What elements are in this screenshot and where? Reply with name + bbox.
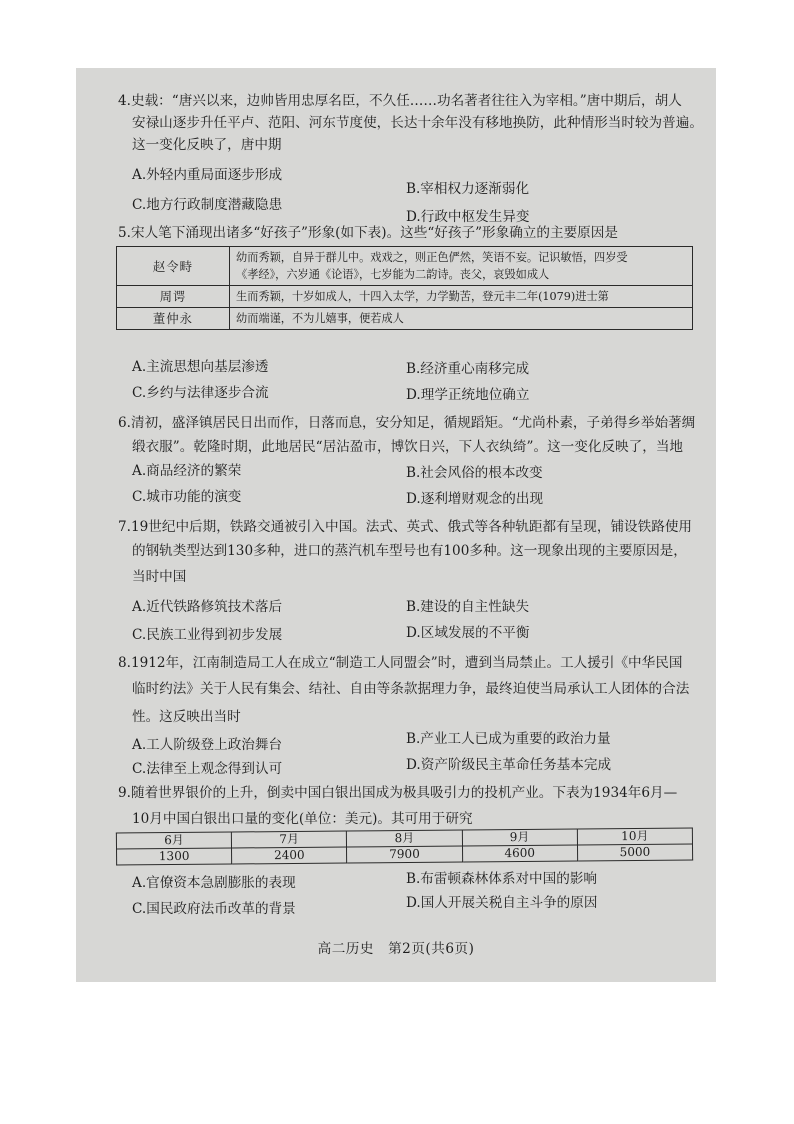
question-7-option-a[interactable]: A.近代铁路修筑技术落后 xyxy=(132,599,283,615)
question-8-stem-line-3: 性。这反映出当时 xyxy=(132,709,241,725)
table-cell: 5000 xyxy=(577,844,692,861)
question-8-option-b[interactable]: B.产业工人已成为重要的政治力量 xyxy=(406,731,611,747)
question-7-stem-line-1: 7.19世纪中后期，铁路交通被引入中国。法式、英式、俄式等各种轨距都有呈现，铺设铁路使用 xyxy=(118,519,693,535)
question-7-option-d[interactable]: D.区域发展的不平衡 xyxy=(406,625,530,641)
question-9-option-b[interactable]: B.布雷顿森林体系对中国的影响 xyxy=(406,871,598,887)
person-description xyxy=(230,247,693,286)
table-row xyxy=(117,308,693,330)
table-row xyxy=(117,247,693,286)
question-5-option-a[interactable]: A.主流思想向基层渗透 xyxy=(132,359,269,375)
question-9-stem-line-1: 9.随着世界银价的上升，倒卖中国白银出国成为极具吸引力的投机产业。下表为1934年6月— xyxy=(118,785,678,801)
description-line: 幼而端谨，不为儿嬉事，便若成人 xyxy=(236,312,404,325)
question-4-stem-line-2: 安禄山逐步升任平卢、范阳、河东节度使，长达十余年没有移地换防，此种情形当时较为普遍。 xyxy=(132,115,703,131)
question-4-option-b[interactable]: B.宰相权力逐渐弱化 xyxy=(406,181,530,197)
table-header-cell: 8月 xyxy=(347,830,462,847)
person-description xyxy=(230,308,693,330)
description-line: 生而秀颖，十岁如成人，十四入太学，力学勤苦，登元丰二年(1079)进士第 xyxy=(236,290,609,303)
table-header-cell: 6月 xyxy=(116,832,231,849)
question-9-option-a[interactable]: A.官僚资本急剧膨胀的表现 xyxy=(132,875,296,891)
question-4-option-a[interactable]: A.外轻内重局面逐步形成 xyxy=(132,167,283,183)
question-5-table xyxy=(116,246,693,330)
question-9-option-c[interactable]: C.国民政府法币改革的背景 xyxy=(132,901,296,917)
person-name: 赵令畤 xyxy=(117,247,230,286)
question-5-stem: 5.宋人笔下涌现出诸多“好孩子”形象(如下表)。这些“好孩子”形象确立的主要原因是 xyxy=(118,225,618,241)
question-8-option-d[interactable]: D.资产阶级民主革命任务基本完成 xyxy=(406,757,612,773)
table-cell: 1300 xyxy=(117,848,232,865)
table-cell: 7900 xyxy=(347,846,462,863)
exam-page xyxy=(76,68,716,982)
person-name: 董仲永 xyxy=(117,308,230,330)
question-4-option-c[interactable]: C.地方行政制度潜藏隐患 xyxy=(132,197,283,213)
question-5-option-c[interactable]: C.乡约与法律逐步合流 xyxy=(132,385,269,401)
question-7-option-c[interactable]: C.民族工业得到初步发展 xyxy=(132,627,283,643)
question-6-stem-line-2: 缎衣服”。乾隆时期，此地居民“居沾盈市，博饮日兴，下人衣纨绮”。这一变化反映了，当地 xyxy=(132,439,684,455)
question-9-table xyxy=(116,827,693,865)
table-header-cell: 9月 xyxy=(462,829,577,846)
question-6-option-c[interactable]: C.城市功能的演变 xyxy=(132,489,242,505)
question-8-option-c[interactable]: C.法律至上观念得到认可 xyxy=(132,761,283,777)
person-description xyxy=(230,286,693,308)
question-5-option-b[interactable]: B.经济重心南移完成 xyxy=(406,361,530,377)
question-6-option-d[interactable]: D.逐利增财观念的出现 xyxy=(406,491,544,507)
question-9-option-d[interactable]: D.国人开展关税自主斗争的原因 xyxy=(406,895,598,911)
table-cell: 2400 xyxy=(232,847,347,864)
table-row xyxy=(117,286,693,308)
description-line: 幼而秀颖，自异于群儿中。戏戏之，则正色俨然，笑语不妄。记识敏悟，四岁受 xyxy=(236,251,628,264)
table-cell: 4600 xyxy=(462,845,577,862)
question-9-stem-line-2: 10月中国白银出口量的变化(单位：美元)。其可用于研究 xyxy=(132,811,473,827)
page-footer: 高二历史 第2页(共6页) xyxy=(317,941,475,957)
question-4-stem-line-1: 4.史载：“唐兴以来，边帅皆用忠厚名臣，不久任……功名著者往往入为宰相。”唐中期后，胡人 xyxy=(118,93,682,109)
description-line: 《孝经》，六岁通《论语》，七岁能为二韵诗。丧父，哀毁如成人 xyxy=(236,268,550,281)
table-header-cell: 10月 xyxy=(577,828,692,845)
question-6-option-b[interactable]: B.社会风俗的根本改变 xyxy=(406,465,543,481)
question-6-option-a[interactable]: A.商品经济的繁荣 xyxy=(132,463,242,479)
question-4-option-d[interactable]: D.行政中枢发生异变 xyxy=(406,209,530,225)
question-8-option-a[interactable]: A.工人阶级登上政治舞台 xyxy=(132,737,283,753)
table-header-cell: 7月 xyxy=(232,831,347,848)
question-8-stem-line-2: 临时约法》关于人民有集会、结社、自由等条款据理力争，最终迫使当局承认工人团体的合法 xyxy=(132,681,690,697)
person-name: 周谔 xyxy=(117,286,230,308)
question-6-stem-line-1: 6.清初，盛泽镇居民日出而作，日落而息，安分知足，循规蹈矩。“尤尚朴素，子弟得乡举始著绸 xyxy=(118,415,696,431)
question-4-stem-line-3: 这一变化反映了，唐中期 xyxy=(132,137,282,153)
question-8-stem-line-1: 8.1912年，江南制造局工人在成立“制造工人同盟会”时，遭到当局禁止。工人援引《中华民国 xyxy=(118,655,683,671)
question-7-stem-line-2: 的钢轨类型达到130多种，进口的蒸汽机车型号也有100多种。这一现象出现的主要原因是， xyxy=(132,543,687,559)
question-7-option-b[interactable]: B.建设的自主性缺失 xyxy=(406,599,530,615)
question-7-stem-line-3: 当时中国 xyxy=(132,569,187,585)
question-5-option-d[interactable]: D.理学正统地位确立 xyxy=(406,387,530,403)
